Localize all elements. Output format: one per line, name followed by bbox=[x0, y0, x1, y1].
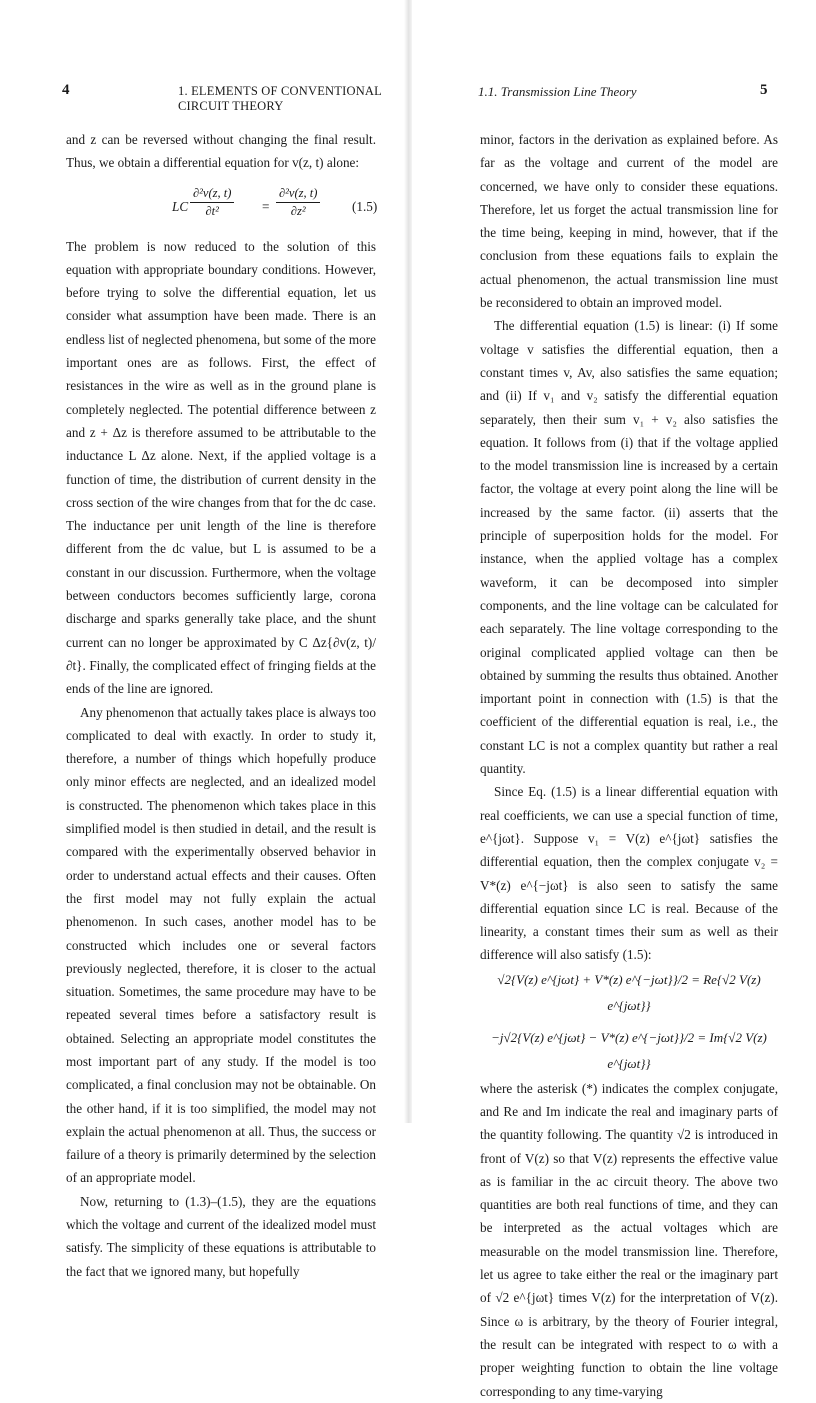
page-number-left: 4 bbox=[62, 82, 70, 98]
paragraph-models: Any phenomenon that actually takes place is always too complicated to deal with exactly. In order to study it, therefore, a number of things which hopefully produce only minor effects are neglected, and an idealized model is constructed. The phenomenon which takes place in this simplified model is then studied in detail, and the result is compared with the experimentally observed behavior in order to understand actual effects and their causes. Often the first model may not fully explain the actual phenomenon. In such cases, another model has to be constructed which includes one or several factors previously neglected, therefore, it is closer to the actual situation. Sometimes, the same procedure may have to be repeated several times before a satisfactory result is obtained. Selecting an appropriate model constitutes the most important part of any study. If the model is too complicated, a final conclusion may not be obtainable. On the other hand, if it is too simplified, the model may not explain the actual phenomenon at all. Thus, the success or failure of a theory is primarily determined by the selection of an appropriate model. bbox=[66, 704, 376, 1186]
left-text-column bbox=[66, 128, 376, 1283]
eq-equals: = bbox=[262, 198, 270, 214]
paragraph-linearity: The differential equation (1.5) is linear: (i) If some voltage v satisfies the differential equation, then a constant times v, Av, also satisfies the same equation; and (ii) If v₁ and v₂ satisfy the differential equation separately, then their sum v₁ + v₂ also satisfies the equation. It follows from (i) that if the voltage applied to the model transmission line is increased by a certain factor, the voltage at every point along the line will be increased by the same factor. (ii) asserts that the principle of superposition holds for the model. For instance, when the applied voltage has a complex waveform, it can be decomposed into simpler components, and the line voltage can be calculated for each separately. The line voltage corresponding to the original complicated applied voltage can then be obtained by summing the results thus obtained. Another important point in connection with (1.5) is that the coefficient of the differential equation is real, i.e., the constant LC is not a complex quantity but rather a real quantity. bbox=[480, 318, 778, 777]
paragraph-asterisk: where the asterisk (*) indicates the complex conjugate, and Re and Im indicate the real and imaginary parts of the quantity following. The quantity √2 is introduced in front of V(z) so that V(z) represents the effective value as is familiar in the ac circuit theory. The above two quantities are both real functions of time, and they can be interpreted as the actual voltages which are measurable on the model transmission line. Therefore, let us agree to take either the real or the imaginary part of √2 e^{jωt} times V(z) for the interpretation of V(z). Since ω is arbitrary, by the theory of Fourier integral, the result can be integrated with respect to ω with a proper weighting function to obtain the line voltage corresponding to any time-varying bbox=[480, 1080, 778, 1399]
left-page bbox=[0, 0, 408, 1279]
right-text-column bbox=[480, 128, 778, 1403]
eq-lhs-fraction bbox=[190, 185, 234, 220]
paragraph-assumptions: The problem is now reduced to the solution of this equation with appropriate boundary conditions. However, before trying to solve the differential equation, let us consider what assumption have been made. There is an endless list of neglected phenomena, but some of the more important ones are as follows. First, the effect of resistances in the wire as well as in the ground plane is completely neglected. The potential difference between z and z + Δz is therefore assumed to be attributable to the inductance L Δz alone. Next, if the applied voltage is a function of time, the distribution of current density in the cross section of the wire changes from that for the dc case. The inductance per unit length of the line is therefore different from the dc value, but L is assumed to be a constant in our discussion. Furthermore, when the voltage between conductors becomes sufficiently large, corona discharge and sparks generally take place, and the shunt current can no longer be approximated by C Δz{∂v(z, t)/∂t}. Finally, the complicated effect of fringing fields at the ends of the line are ignored. bbox=[66, 238, 376, 697]
equation-real-line: √2{V(z) e^{jωt} + V*(z) e^{−jωt}}/2 = Re{√2 V(z) e^{jωt}} bbox=[497, 971, 761, 1013]
eq-rhs-fraction bbox=[276, 185, 320, 220]
page-number-right: 5 bbox=[760, 82, 768, 98]
equation-real-imag bbox=[480, 967, 778, 1077]
eq-tag: (1.5) bbox=[352, 198, 378, 214]
eq-lhs-numerator: ∂²v(z, t) bbox=[190, 185, 234, 203]
running-head-right: 1.1. Transmission Line Theory bbox=[478, 84, 637, 99]
eq-rhs-numerator: ∂²v(z, t) bbox=[276, 185, 320, 203]
paragraph-returning: Now, returning to (1.3)–(1.5), they are the equations which the voltage and current of the idealized model must satisfy. The simplicity of these equations is attributable to the fact that we ignored many, but hopefully bbox=[66, 1193, 376, 1279]
eq-lhs-denominator: ∂t² bbox=[205, 203, 219, 218]
eq-rhs-denominator: ∂z² bbox=[290, 203, 306, 218]
equation-imag-line: −j√2{V(z) e^{jωt} − V*(z) e^{−jωt}}/2 = Im{√2 V(z) e^{jωt}} bbox=[491, 1029, 767, 1071]
paragraph-complex-function: Since Eq. (1.5) is a linear differential equation with real coefficients, we can use a special function of time, e^{jωt}. Suppose v₁ = V(z) e^{jωt} satisfies the differential equation, then the complex conjugate v₂ = V*(z) e^{−jωt} is also seen to satisfy the same differential equation since LC is real. Because of the linearity, a constant times their sum as well as their difference will also satisfy (1.5): bbox=[480, 784, 778, 963]
paragraph-minor-factors: minor, factors in the derivation as explained before. As far as the voltage and current of the model are concerned, we have only to consider these equations. Therefore, let us forget the actual transmission line for the time being, keeping in mind, however, that if the conclusion from these equations fails to explain the actual phenomenon, the actual transmission line must be reconsidered to obtain an improved model. bbox=[480, 132, 778, 311]
equation-1-5 bbox=[66, 175, 376, 235]
paragraph-intro: and z can be reversed without changing the final result. Thus, we obtain a differential equation for v(z, t) alone: bbox=[66, 132, 376, 171]
right-page bbox=[408, 0, 816, 1399]
running-head-left: 1. ELEMENTS OF CONVENTIONAL CIRCUIT THEORY bbox=[178, 84, 382, 113]
eq-lhs-coeff: LC bbox=[172, 198, 189, 214]
